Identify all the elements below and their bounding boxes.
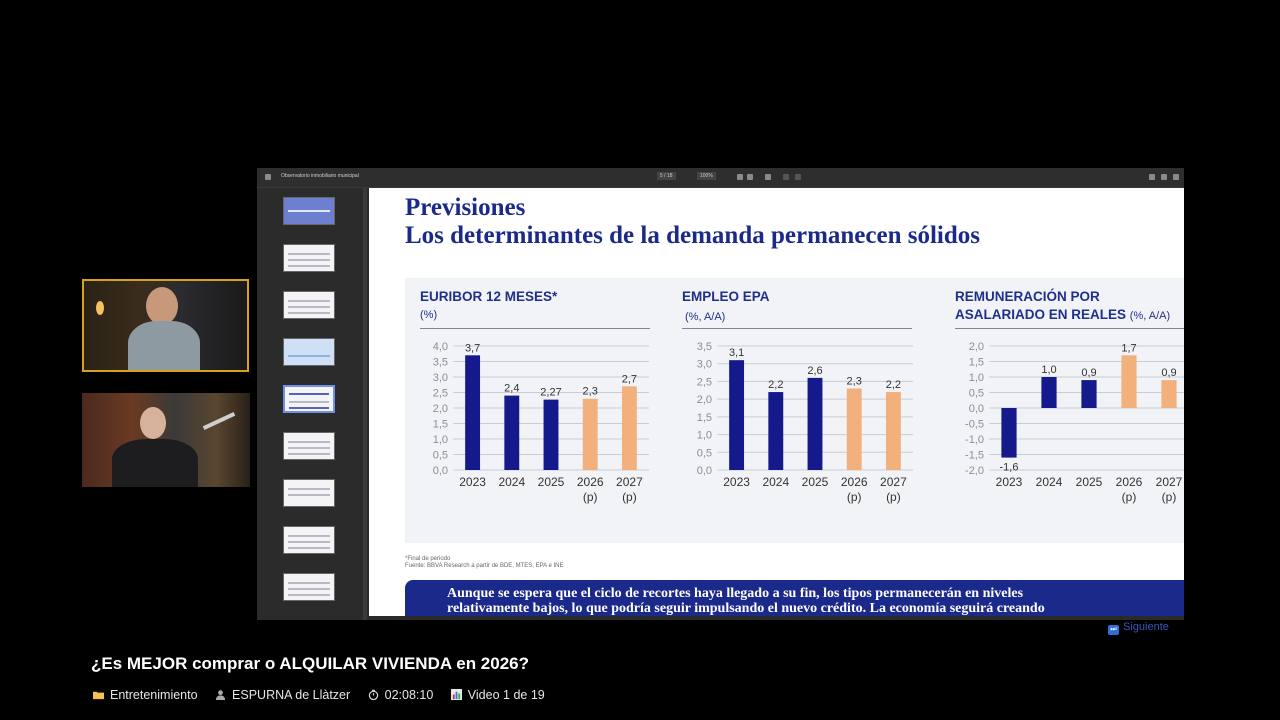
document-title: Observatorio inmobiliario municipal — [281, 173, 359, 179]
slide-thumbnail[interactable] — [283, 197, 335, 225]
sidebar-scrollbar[interactable] — [363, 188, 367, 620]
bar — [544, 400, 559, 470]
bar — [886, 392, 901, 470]
y-tick-label: 1,0 — [432, 434, 448, 446]
x-tick-label: 2025 — [801, 475, 829, 489]
y-tick-label: 3,0 — [432, 372, 448, 384]
y-tick-label: -0,5 — [965, 418, 984, 431]
slide-thumbnail[interactable] — [283, 244, 335, 272]
video-title: ¿Es MEJOR comprar o ALQUILAR VIVIENDA en 2026? — [91, 654, 529, 673]
x-tick-sublabel: (p) — [622, 490, 637, 504]
microphone — [203, 412, 236, 430]
lamp-glow — [96, 301, 104, 315]
data-label: 2,2 — [885, 379, 902, 392]
banner-line-1: Aunque se espera que el ciclo de recortes haya llegado a su fin, los tipos permanecerán en niveles — [447, 586, 1024, 601]
presentation-viewer — [257, 168, 1184, 620]
viewer-toolbar — [257, 168, 1184, 188]
data-label: 2,27 — [540, 386, 562, 399]
meta-category[interactable] — [93, 688, 198, 702]
video-meta — [93, 688, 559, 702]
chart-remuneracion — [951, 336, 1184, 516]
data-label: 1,7 — [1121, 342, 1137, 355]
x-tick-label: 2026 — [576, 475, 604, 489]
chart2-unit: (%, A/A) — [685, 311, 726, 323]
x-tick-label: 2023 — [995, 475, 1023, 489]
y-tick-label: 1,5 — [432, 418, 448, 431]
meta-duration — [368, 688, 434, 702]
slide-title: Previsiones — [405, 194, 526, 221]
x-tick-label: 2026 — [1115, 475, 1143, 489]
meta-playlist-text: Video 1 de 19 — [467, 688, 545, 702]
data-label: 0,9 — [1161, 367, 1177, 380]
bar-chart-icon — [451, 689, 462, 700]
page-indicator[interactable]: 5 / 18 — [657, 172, 676, 180]
guest-jacket — [112, 439, 198, 487]
y-tick-label: -2,0 — [965, 465, 984, 477]
y-tick-label: 0,0 — [432, 465, 448, 477]
slide-canvas — [369, 188, 1184, 616]
data-label: -1,6 — [999, 461, 1019, 474]
meta-channel[interactable] — [215, 688, 350, 702]
x-tick-sublabel: (p) — [582, 490, 598, 504]
data-label: 2,3 — [582, 385, 598, 398]
data-label: 2,6 — [807, 364, 823, 377]
redo-icon[interactable] — [795, 174, 801, 180]
y-tick-label: 0,5 — [432, 449, 448, 462]
y-tick-label: 1,5 — [968, 356, 984, 369]
host-face — [146, 287, 178, 325]
bar — [504, 396, 519, 470]
x-tick-label: 2027 — [616, 475, 643, 489]
bar — [1081, 380, 1096, 408]
chart1-title: EURIBOR 12 MESES* — [420, 289, 558, 304]
x-tick-label: 2024 — [762, 475, 790, 489]
slide-thumbnail[interactable] — [283, 291, 335, 319]
next-button-label: Siguiente — [1123, 621, 1169, 633]
undo-icon[interactable] — [783, 174, 789, 180]
bar — [1041, 377, 1056, 408]
webcam-host — [82, 279, 249, 372]
slide-thumbnail-selected[interactable] — [283, 385, 335, 413]
bar — [1121, 355, 1136, 408]
slide-thumbnail[interactable] — [283, 338, 335, 366]
bar — [583, 399, 598, 470]
data-label: 2,4 — [504, 382, 520, 395]
bar — [1001, 408, 1016, 458]
meta-channel-text: ESPURNA de Llàtzer — [232, 688, 351, 702]
menu-icon[interactable] — [265, 174, 271, 180]
y-tick-label: 2,0 — [432, 403, 448, 415]
x-tick-sublabel: (p) — [886, 490, 901, 504]
slide-footnote: *Final de periodo — [405, 556, 451, 562]
chart3-rule — [955, 328, 1184, 329]
slide-source: Fuente: BBVA Research a partir de BDE, MTES, EPA e INE — [405, 563, 564, 569]
x-tick-label: 2025 — [537, 475, 565, 489]
zoom-indicator[interactable]: 100% — [697, 172, 716, 180]
slide-conclusion-banner — [405, 580, 1184, 616]
y-tick-label: -1,5 — [965, 449, 984, 462]
chart1-unit: (%) — [420, 309, 438, 321]
slide-thumbnail[interactable] — [283, 526, 335, 554]
bar — [622, 386, 637, 470]
slide-subtitle: Los determinantes de la demanda permanecen sólidos — [405, 222, 980, 249]
y-tick-label: 2,5 — [432, 387, 448, 400]
x-tick-label: 2027 — [880, 475, 907, 489]
next-track-icon: ⏭ — [1108, 625, 1119, 635]
chart3-unit: (%, A/A) — [1129, 310, 1171, 322]
data-label: 3,7 — [464, 342, 481, 355]
x-tick-label: 2026 — [840, 475, 868, 489]
download-icon[interactable] — [1149, 174, 1155, 180]
guest-face — [140, 407, 166, 439]
data-label: 0,9 — [1081, 367, 1097, 380]
bar — [808, 378, 823, 470]
slide-thumbnail[interactable] — [283, 573, 335, 601]
chart3-title-line2 — [955, 306, 1170, 325]
data-label: 2,2 — [768, 379, 784, 392]
meta-duration-text: 02:08:10 — [384, 688, 434, 702]
x-tick-label: 2025 — [1075, 475, 1103, 489]
y-tick-label: 2,5 — [696, 376, 712, 389]
y-tick-label: 1,5 — [696, 411, 712, 424]
x-tick-label: 2023 — [723, 475, 750, 489]
stopwatch-icon — [368, 689, 379, 700]
next-button[interactable] — [1108, 621, 1169, 635]
slide-thumbnail[interactable] — [283, 479, 335, 507]
draw-icon[interactable] — [765, 174, 771, 180]
x-tick-label: 2023 — [459, 475, 486, 489]
y-tick-label: 1,0 — [968, 372, 984, 384]
y-tick-label: 4,0 — [432, 341, 448, 353]
y-tick-label: 0,5 — [968, 387, 984, 400]
user-icon — [215, 689, 226, 700]
fit-page-icon[interactable] — [737, 174, 743, 180]
more-icon[interactable] — [1173, 174, 1179, 180]
x-tick-label: 2024 — [1035, 475, 1063, 489]
thumbnail-sidebar — [257, 188, 362, 620]
y-tick-label: 1,0 — [696, 429, 712, 442]
y-tick-label: 3,0 — [696, 358, 712, 371]
webcam-guest — [82, 393, 250, 487]
y-tick-label: 2,0 — [968, 341, 984, 353]
banner-line-2: relativamente bajos, lo que podría seguir impulsando el nuevo crédito. La economía seguirá creando — [447, 601, 1045, 616]
folder-icon — [93, 689, 104, 700]
x-tick-sublabel: (p) — [846, 490, 862, 504]
bar — [847, 389, 862, 470]
rotate-icon[interactable] — [747, 174, 753, 180]
host-shirt — [128, 321, 200, 372]
data-label: 2,7 — [621, 373, 638, 386]
chart-empleo-epa — [679, 336, 919, 516]
x-tick-sublabel: (p) — [1161, 490, 1177, 504]
chart2-rule — [682, 328, 912, 329]
bar — [1161, 380, 1176, 408]
y-tick-label: 0,5 — [696, 447, 712, 460]
print-icon[interactable] — [1161, 174, 1167, 180]
chart3-title-line2-text: ASALARIADO EN REALES — [955, 307, 1127, 322]
y-tick-label: -1,0 — [965, 434, 984, 446]
x-tick-label: 2024 — [498, 475, 526, 489]
data-label: 1,0 — [1041, 364, 1057, 376]
bar — [729, 360, 744, 470]
slide-notes — [405, 556, 564, 570]
bar — [768, 392, 783, 470]
y-tick-label: 0,0 — [696, 465, 712, 477]
charts-panel — [405, 278, 1184, 543]
banner-text — [447, 586, 1184, 616]
y-tick-label: 3,5 — [432, 356, 448, 369]
chart2-title: EMPLEO EPA — [682, 289, 770, 304]
x-tick-sublabel: (p) — [1121, 490, 1137, 504]
bar — [465, 355, 480, 470]
y-tick-label: 0,0 — [968, 403, 984, 415]
slide-thumbnail[interactable] — [283, 432, 335, 460]
chart3-title: REMUNERACIÓN POR — [955, 289, 1100, 304]
x-tick-label: 2027 — [1155, 475, 1183, 489]
y-tick-label: 2,0 — [696, 394, 712, 407]
chart-euribor — [415, 336, 655, 516]
meta-category-text: Entretenimiento — [110, 688, 198, 702]
y-tick-label: 3,5 — [696, 341, 712, 353]
data-label: 2,3 — [846, 375, 862, 388]
chart1-rule — [420, 328, 650, 329]
data-label: 3,1 — [728, 347, 745, 360]
meta-playlist-position — [451, 688, 545, 702]
